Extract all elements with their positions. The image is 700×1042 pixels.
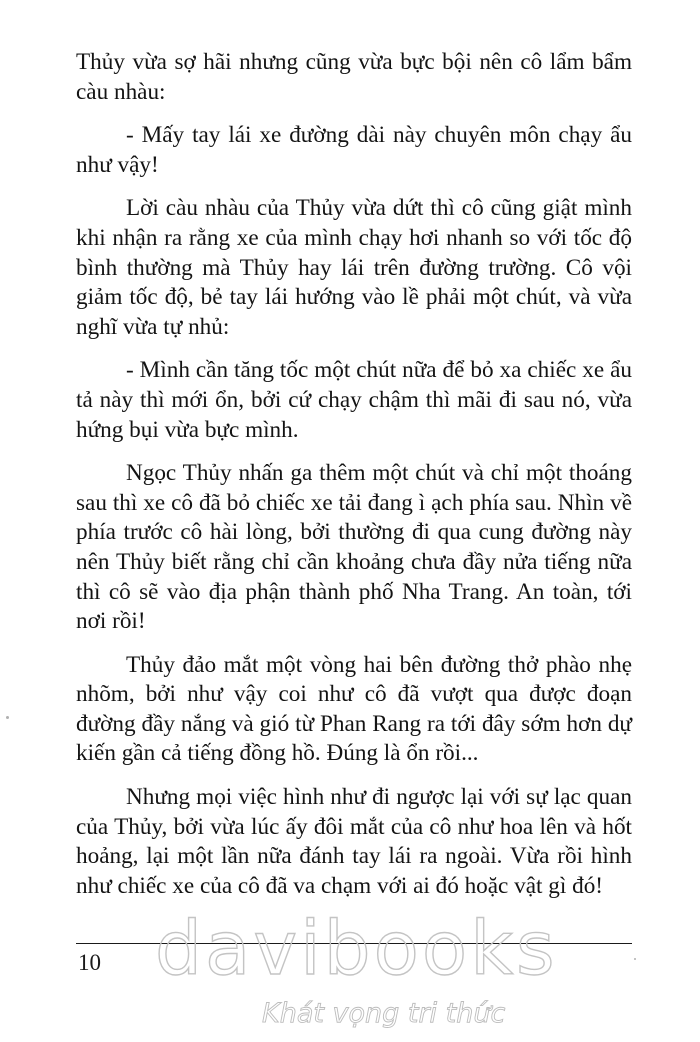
paragraph-5: Ngọc Thủy nhấn ga thêm một chút và chỉ một thoáng sau thì xe cô đã bỏ chiếc xe tải đang ì ạch phía sau. Nhìn về phía trước cô hài lòng, bởi thường đi qua cung đường này nên Thủy biết rằng chỉ cần khoảng chưa đầy nửa tiếng nữa thì cô sẽ vào địa phận thành phố Nha Trang. An toàn, tới nơi rồi!	[76, 460, 632, 635]
paragraph-2: - Mấy tay lái xe đường dài này chuyên môn chạy ẩu như vậy!	[76, 122, 632, 178]
paragraph-1: Thủy vừa sợ hãi nhưng cũng vừa bực bội nên cô lẩm bẩm càu nhàu:	[76, 49, 632, 105]
paragraph-7: Nhưng mọi việc hình như đi ngược lại với sự lạc quan của Thủy, bởi vừa lúc ấy đôi mắt của cô như hoa lên và hốt hoảng, lại một lần nữa đánh tay lái ra ngoài. Vừa rồi hình như chiếc xe của cô đã va chạm với ai đó hoặc vật gì đó!	[76, 784, 632, 899]
page-number: 10	[78, 950, 101, 975]
paragraph-3: Lời càu nhàu của Thủy vừa dứt thì cô cũng giật mình khi nhận ra rằng xe của mình chạy hơi nhanh so với tốc độ bình thường mà Thủy hay lái trên đường trường. Cô vội giảm tốc độ, bẻ tay lái hướng vào lề phải một chút, và vừa nghĩ vừa tự nhủ:	[76, 195, 632, 340]
paragraph-4: - Mình cần tăng tốc một chút nữa để bỏ xa chiếc xe ẩu tả này thì mới ổn, bởi cứ chạy chậm thì mãi đi sau nó, vừa hứng bụi vừa bực mình.	[76, 357, 632, 443]
paragraph-6: Thủy đảo mắt một vòng hai bên đường thở phào nhẹ nhõm, bởi như vậy coi như cô đã vượt qua được đoạn đường đầy nắng và gió từ Phan Rang ra tới đây sớm hơn dự kiến gần cả tiếng đồng hồ. Đúng là ổn rồi...	[76, 651, 632, 767]
scan-speck	[6, 716, 9, 719]
watermark-tagline: Khát vọng tri thức	[262, 998, 506, 1029]
watermark-logo: davibooks	[155, 906, 558, 992]
page-body	[76, 48, 632, 915]
scan-speck	[634, 958, 636, 960]
